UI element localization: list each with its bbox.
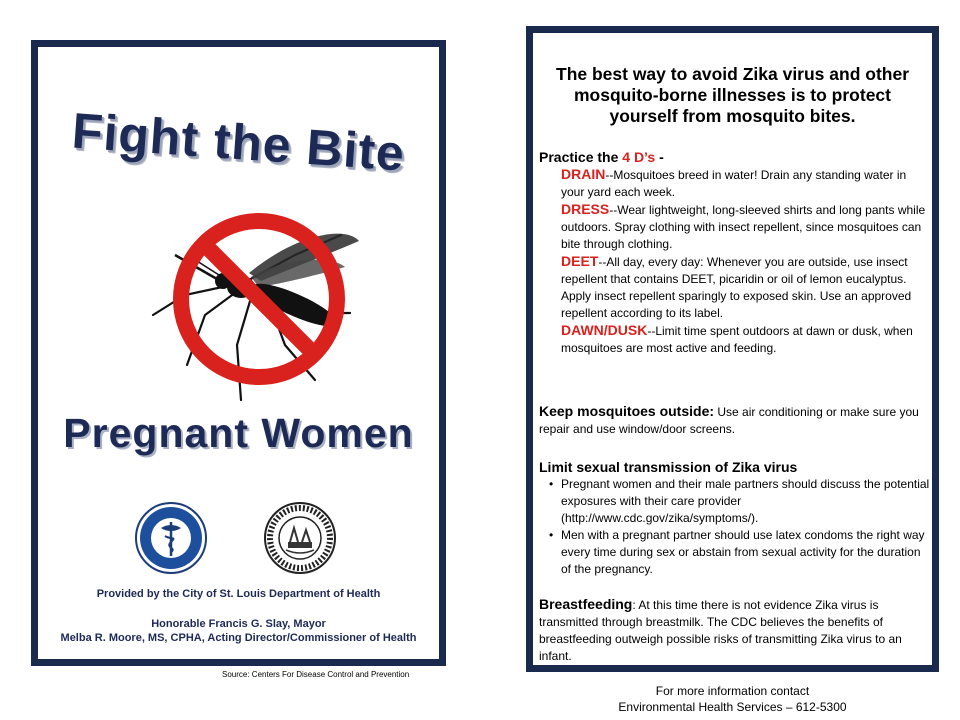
contact-line-2: Environmental Health Services – 612-5300 [618,700,847,714]
provided-by-text: Provided by the City of St. Louis Department of Health [96,588,381,600]
headline: The best way to avoid Zika virus and other mosquito-borne illnesses is to protect yourself from mosquito bites. [556,64,909,126]
city-seal-icon [264,502,336,574]
bullet-item: • Pregnant women and their male partners should discuss the potential exposures with their care provider (http://www.cdc.gov/zika/symptoms/). [561,476,931,527]
practice-heading [539,148,931,166]
breastfeeding-paragraph [539,596,931,665]
dawn-dusk-term: DAWN/DUSK [561,322,648,338]
dress-term: DRESS [561,201,610,217]
director-text: Melba R. Moore, MS, CPHA, Acting Director/Commissioner of Health [60,632,417,644]
keep-outside-paragraph [539,403,931,438]
list-item-drain [561,166,931,201]
contact-line-1: For more information contact [655,684,810,698]
list-item-deet [561,253,931,322]
pregnant-women-title: Pregnant Women [63,410,414,456]
breastfeeding-section [539,596,931,665]
info-right-panel [526,26,939,672]
keep-outside-heading: Keep mosquitoes outside: [539,403,715,419]
deet-term: DEET [561,253,599,269]
source-credit: Source: Centers For Disease Control and Prevention [222,670,410,679]
health-department-seal-icon [135,502,207,574]
keep-outside-section [539,403,931,438]
practice-section [539,148,931,357]
mayor-text: Honorable Francis G. Slay, Mayor [151,618,326,630]
poster-left-panel [31,40,446,666]
drain-text: --Mosquitoes breed in water! Drain any standing water in your yard each week. [561,168,907,199]
list-item-dress [561,201,931,253]
limit-section [539,458,931,578]
fight-the-bite-title: Fight the Bite [70,102,407,182]
keep-outside-text: Use air conditioning or make sure you repair and use window/door screens. [539,405,919,436]
breastfeeding-text: : At this time there is not evidence Zika virus is transmitted through breastmilk. The CDC believes the benefits of breastfeeding outweigh possible risks of transmitting Zika virus to an infant. [539,598,902,663]
breastfeeding-heading: Breastfeeding [539,596,633,612]
dawn-dusk-text: --Limit time spent outdoors at dawn or dusk, when mosquitoes are most active and feeding. [561,324,913,355]
dress-text: --Wear lightweight, long-sleeved shirts and long pants while outdoors. Spray clothing with insect repellent, since mosquitoes can bite through clothing. [561,203,926,251]
list-item-dawn-dusk [561,322,931,357]
no-mosquito-icon [145,195,375,405]
practice-highlight: 4 D’s [622,149,656,165]
practice-suffix: - [655,149,664,165]
deet-text: --All day, every day: Whenever you are outside, use insect repellent that contains DEET, picaridin or oil of lemon eucalyptus. Apply insect repellent sparingly to exposed skin. Use an approved repellent according to its label. [561,255,912,320]
limit-heading: Limit sexual transmission of Zika virus [539,459,798,475]
drain-term: DRAIN [561,166,606,182]
practice-prefix: Practice the [539,149,623,165]
bullet-item: • Men with a pregnant partner should use latex condoms the right way every time during sex or abstain from sexual activity for the duration of the pregnancy. [561,527,931,578]
